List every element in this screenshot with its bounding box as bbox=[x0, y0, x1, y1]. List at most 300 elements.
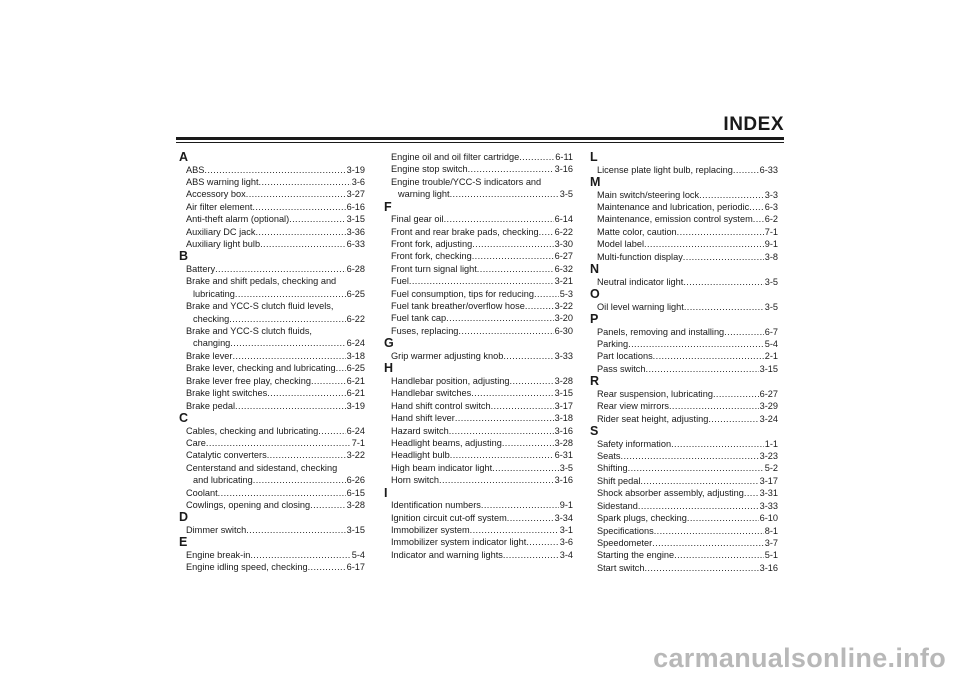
entry-page: 5-1 bbox=[764, 550, 778, 561]
index-entry bbox=[179, 425, 365, 437]
entry-page: 3-17 bbox=[554, 400, 573, 411]
entry-text: Air filter element bbox=[186, 201, 253, 212]
index-column-1 bbox=[179, 151, 365, 574]
dot-leader bbox=[653, 350, 764, 362]
index-section bbox=[590, 425, 778, 574]
entry-page: 5-3 bbox=[559, 288, 573, 299]
entry-page: 3-5 bbox=[764, 301, 778, 312]
index-section bbox=[590, 176, 778, 263]
entry-page: 3-8 bbox=[764, 251, 778, 262]
entry-page: 3-33 bbox=[759, 500, 778, 511]
entry-text-cont: and lubricating bbox=[193, 475, 253, 486]
entry-text: Front fork, checking bbox=[391, 251, 472, 262]
entry-text: Rear view mirrors bbox=[597, 401, 669, 412]
entry-page: 2-1 bbox=[764, 351, 778, 362]
entry-line bbox=[186, 288, 365, 300]
index-entry bbox=[590, 525, 778, 537]
entry-text: Parking bbox=[597, 339, 629, 350]
entry-text: Start switch bbox=[597, 562, 645, 573]
index-section bbox=[179, 511, 365, 536]
entry-page: 6-22 bbox=[346, 313, 365, 324]
entry-line bbox=[597, 350, 778, 362]
entry-text: Model label bbox=[597, 239, 644, 250]
entry-text: Engine break-in bbox=[186, 549, 251, 560]
entry-page: 6-32 bbox=[554, 263, 573, 274]
dot-leader bbox=[526, 536, 558, 548]
entry-text: Handlebar switches bbox=[391, 388, 472, 399]
entry-line bbox=[391, 250, 573, 262]
entry-page: 6-24 bbox=[346, 338, 365, 349]
dot-leader bbox=[409, 275, 554, 287]
dot-leader bbox=[267, 449, 346, 461]
index-entry bbox=[384, 437, 573, 449]
entry-page: 3-23 bbox=[759, 451, 778, 462]
entry-line bbox=[186, 238, 365, 250]
dot-leader bbox=[640, 475, 758, 487]
index-entry bbox=[384, 250, 573, 262]
index-entry bbox=[590, 462, 778, 474]
entry-page: 6-26 bbox=[346, 475, 365, 486]
entry-text: Cowlings, opening and closing bbox=[186, 499, 311, 510]
entry-text: Brake light switches bbox=[186, 388, 268, 399]
index-entry bbox=[179, 213, 365, 225]
section-letter: O bbox=[590, 287, 600, 302]
index-entry bbox=[179, 524, 365, 536]
dot-leader bbox=[472, 250, 554, 262]
index-entry bbox=[384, 163, 573, 175]
entry-line bbox=[597, 326, 778, 338]
section-letter: D bbox=[179, 510, 189, 525]
entry-page: 3-19 bbox=[346, 400, 365, 411]
entry-page: 9-1 bbox=[559, 500, 573, 511]
entry-line bbox=[597, 537, 778, 549]
entry-line bbox=[597, 363, 778, 375]
index-entry bbox=[590, 276, 778, 288]
entry-page: 3-22 bbox=[346, 450, 365, 461]
entry-page: 6-24 bbox=[346, 425, 365, 436]
entry-page: 9-1 bbox=[764, 239, 778, 250]
page-title: INDEX bbox=[723, 114, 784, 135]
index-section bbox=[179, 250, 365, 411]
dot-leader bbox=[749, 201, 764, 213]
section-letter: I bbox=[384, 485, 388, 500]
dot-leader bbox=[318, 425, 345, 437]
dot-leader bbox=[477, 263, 554, 275]
index-section bbox=[384, 337, 573, 362]
entry-text: Front turn signal light bbox=[391, 263, 477, 274]
index-entry bbox=[179, 387, 365, 399]
index-entry bbox=[384, 288, 573, 300]
entry-line bbox=[391, 151, 573, 163]
dot-leader bbox=[491, 400, 554, 412]
index-entry bbox=[384, 226, 573, 238]
dot-leader bbox=[232, 350, 345, 362]
entry-text: Fuel consumption, tips for reducing bbox=[391, 288, 534, 299]
entry-line bbox=[186, 524, 365, 536]
entry-text: Speedometer bbox=[597, 537, 653, 548]
entry-line bbox=[597, 226, 778, 238]
dot-leader bbox=[218, 487, 346, 499]
entry-text: Front and rear brake pads, checking bbox=[391, 226, 539, 237]
entry-text: Front fork, adjusting bbox=[391, 239, 473, 250]
section-letter: L bbox=[590, 150, 598, 164]
index-entry bbox=[179, 238, 365, 250]
dot-leader bbox=[683, 251, 764, 263]
entry-line bbox=[186, 487, 365, 499]
index-entry bbox=[590, 164, 778, 176]
entry-page: 6-33 bbox=[759, 164, 778, 175]
entry-text: Brake lever free play, checking bbox=[186, 375, 311, 386]
entry-page: 3-15 bbox=[554, 388, 573, 399]
index-entry bbox=[590, 487, 778, 499]
entry-line bbox=[186, 350, 365, 362]
entry-line bbox=[186, 213, 365, 225]
index-section bbox=[384, 362, 573, 486]
index-entry bbox=[384, 387, 573, 399]
entry-text: Brake and YCC-S clutch fluids, bbox=[186, 326, 312, 337]
entry-text: ABS bbox=[186, 164, 205, 175]
entry-line bbox=[597, 400, 778, 412]
entry-line bbox=[391, 449, 573, 461]
entry-line bbox=[597, 462, 778, 474]
dot-leader bbox=[255, 226, 345, 238]
entry-page: 6-21 bbox=[346, 375, 365, 386]
entry-line bbox=[391, 400, 573, 412]
entry-page: 6-11 bbox=[555, 152, 573, 162]
entry-line bbox=[391, 412, 573, 424]
section-letter: H bbox=[384, 361, 394, 376]
section-letter: R bbox=[590, 374, 600, 389]
entry-page: 3-16 bbox=[554, 425, 573, 436]
entry-text: Auxiliary light bulb bbox=[186, 239, 261, 250]
index-entry bbox=[590, 475, 778, 487]
index-entry bbox=[179, 400, 365, 412]
entry-line bbox=[186, 313, 365, 325]
dot-leader bbox=[621, 450, 759, 462]
header-rule-thin bbox=[176, 142, 784, 143]
entry-line bbox=[391, 524, 573, 536]
entry-page: 3-29 bbox=[759, 401, 778, 412]
entry-text: Immobilizer system bbox=[391, 524, 470, 535]
dot-leader bbox=[503, 350, 553, 362]
index-entry bbox=[179, 350, 365, 362]
entry-line bbox=[597, 413, 778, 425]
index-entry bbox=[590, 251, 778, 263]
section-letter: S bbox=[590, 424, 599, 439]
entry-line bbox=[597, 238, 778, 250]
entry-page: 3-34 bbox=[554, 512, 573, 523]
dot-leader bbox=[646, 363, 759, 375]
entry-text: Fuel tank breather/overflow hose bbox=[391, 301, 525, 312]
entry-text: Part locations bbox=[597, 351, 653, 362]
entry-page: 6-25 bbox=[346, 363, 365, 374]
index-entry bbox=[384, 549, 573, 561]
dot-leader bbox=[525, 300, 554, 312]
entry-text: Care bbox=[186, 437, 206, 448]
entry-page: 3-3 bbox=[764, 189, 778, 200]
entry-page: 3-21 bbox=[554, 276, 573, 287]
entry-text: Final gear oil bbox=[391, 214, 444, 225]
entry-line bbox=[186, 337, 365, 349]
entry-line bbox=[186, 362, 365, 374]
entry-text: Fuel tank cap bbox=[391, 313, 447, 324]
dot-leader bbox=[677, 226, 764, 238]
entry-line bbox=[391, 163, 573, 175]
entry-line bbox=[597, 500, 778, 512]
index-entry bbox=[179, 201, 365, 213]
entry-text: Identification numbers bbox=[391, 500, 481, 511]
entry-line bbox=[597, 562, 778, 574]
section-letter: A bbox=[179, 150, 189, 164]
entry-text: Fuel bbox=[391, 276, 409, 287]
entry-line bbox=[597, 189, 778, 201]
entry-page: 3-16 bbox=[554, 475, 573, 486]
entry-text: Shifting bbox=[597, 463, 628, 474]
entry-line bbox=[391, 312, 573, 324]
dot-leader bbox=[458, 325, 553, 337]
entry-line bbox=[597, 251, 778, 263]
index-entry bbox=[179, 325, 365, 350]
section-letter: M bbox=[590, 175, 601, 189]
entry-line bbox=[186, 188, 365, 200]
dot-leader bbox=[684, 301, 764, 313]
entry-page: 6-10 bbox=[759, 513, 778, 524]
entry-line bbox=[597, 301, 778, 313]
dot-leader bbox=[534, 288, 559, 300]
index-entry bbox=[590, 226, 778, 238]
entry-page: 3-19 bbox=[346, 164, 365, 175]
entry-page: 6-14 bbox=[554, 214, 573, 225]
dot-leader bbox=[455, 412, 554, 424]
dot-leader bbox=[708, 413, 758, 425]
entry-page: 5-4 bbox=[764, 339, 778, 350]
entry-text: Hand shift lever bbox=[391, 413, 455, 424]
entry-line bbox=[597, 276, 778, 288]
dot-leader bbox=[724, 326, 764, 338]
index-entry bbox=[179, 487, 365, 499]
entry-page: 5-2 bbox=[764, 463, 778, 474]
index-section bbox=[384, 201, 573, 338]
entry-line bbox=[391, 350, 573, 362]
index-section bbox=[384, 151, 573, 201]
index-entry bbox=[590, 549, 778, 561]
entry-text: Headlight beams, adjusting bbox=[391, 437, 502, 448]
index-entry bbox=[179, 549, 365, 561]
index-entry bbox=[384, 474, 573, 486]
entry-text: Accessory box bbox=[186, 189, 246, 200]
entry-line bbox=[391, 213, 573, 225]
entry-text: Engine oil and oil filter cartridge bbox=[391, 152, 520, 162]
entry-text: Main switch/steering lock bbox=[597, 189, 700, 200]
entry-page: 3-24 bbox=[759, 413, 778, 424]
entry-text: Seats bbox=[597, 451, 621, 462]
index-entry bbox=[384, 512, 573, 524]
dot-leader bbox=[204, 164, 345, 176]
entry-line bbox=[391, 549, 573, 561]
header-rule-thick bbox=[176, 137, 784, 140]
entry-text: Horn switch bbox=[391, 475, 439, 486]
entry-page: 6-31 bbox=[554, 450, 573, 461]
entry-text: Catalytic converters bbox=[186, 450, 267, 461]
index-entry bbox=[179, 188, 365, 200]
entry-page: 3-36 bbox=[346, 226, 365, 237]
entry-page: 6-27 bbox=[759, 388, 778, 399]
section-letter: C bbox=[179, 410, 189, 425]
entry-text: Fuses, replacing bbox=[391, 325, 459, 336]
index-entry bbox=[179, 449, 365, 461]
entry-text: Rear suspension, lubricating bbox=[597, 388, 713, 399]
entry-page: 6-3 bbox=[764, 202, 778, 212]
index-entry bbox=[384, 375, 573, 387]
dot-leader bbox=[468, 163, 554, 175]
index-entry bbox=[384, 350, 573, 362]
index-entry bbox=[384, 462, 573, 474]
entry-line bbox=[391, 275, 573, 287]
index-section bbox=[590, 288, 778, 313]
dot-leader bbox=[671, 438, 764, 450]
index-entry bbox=[384, 275, 573, 287]
entry-page: 6-15 bbox=[346, 487, 365, 498]
index-entry bbox=[179, 263, 365, 275]
entry-text: Shift pedal bbox=[597, 475, 641, 486]
entry-page: 3-5 bbox=[764, 276, 778, 287]
dot-leader bbox=[289, 213, 345, 225]
dot-leader bbox=[503, 549, 559, 561]
entry-line bbox=[391, 300, 573, 312]
index-entry bbox=[179, 226, 365, 238]
dot-leader bbox=[250, 549, 350, 561]
dot-leader bbox=[450, 449, 554, 461]
entry-page: 3-16 bbox=[554, 164, 573, 175]
dot-leader bbox=[235, 288, 346, 300]
index-column-3 bbox=[590, 151, 778, 574]
index-entry bbox=[590, 326, 778, 338]
entry-text: Centerstand and sidestand, checking bbox=[186, 462, 338, 473]
entry-text: Neutral indicator light bbox=[597, 276, 684, 287]
dot-leader bbox=[510, 375, 554, 387]
index-entry bbox=[384, 213, 573, 225]
entry-line bbox=[597, 338, 778, 350]
section-letter: F bbox=[384, 199, 392, 214]
entry-line bbox=[391, 462, 573, 474]
entry-text: Coolant bbox=[186, 487, 218, 498]
entry-page: 3-1 bbox=[559, 524, 573, 535]
entry-line bbox=[391, 437, 573, 449]
index-entry bbox=[179, 437, 365, 449]
entry-text: Handlebar position, adjusting bbox=[391, 375, 510, 386]
entry-page: 6-17 bbox=[346, 562, 365, 573]
entry-page: 3-15 bbox=[759, 363, 778, 374]
entry-line bbox=[597, 164, 778, 176]
dot-leader bbox=[310, 499, 345, 511]
entry-line bbox=[391, 288, 573, 300]
dot-leader bbox=[449, 425, 554, 437]
entry-line bbox=[186, 561, 365, 573]
entry-page: 3-4 bbox=[559, 549, 573, 560]
entry-text: Pass switch bbox=[597, 363, 646, 374]
entry-line bbox=[597, 525, 778, 537]
index-entry bbox=[590, 500, 778, 512]
dot-leader bbox=[253, 474, 346, 486]
dot-leader bbox=[471, 387, 553, 399]
index-section bbox=[179, 412, 365, 511]
entry-text: High beam indicator light bbox=[391, 462, 493, 473]
entry-line bbox=[391, 188, 573, 200]
entry-text: Matte color, caution bbox=[597, 226, 677, 237]
dot-leader bbox=[446, 312, 553, 324]
entry-text: ABS warning light bbox=[186, 177, 259, 187]
dot-leader bbox=[713, 388, 759, 400]
entry-text: Grip warmer adjusting knob bbox=[391, 350, 504, 361]
entry-text: Brake pedal bbox=[186, 400, 236, 411]
dot-leader bbox=[674, 549, 764, 561]
entry-line bbox=[597, 388, 778, 400]
entry-page: 3-6 bbox=[351, 177, 365, 187]
section-letter: E bbox=[179, 535, 188, 550]
index-entry bbox=[384, 412, 573, 424]
entry-page: 6-21 bbox=[346, 388, 365, 399]
dot-leader bbox=[687, 512, 759, 524]
entry-text: Panels, removing and installing bbox=[597, 326, 725, 337]
index-entry bbox=[590, 201, 778, 213]
dot-leader bbox=[507, 512, 554, 524]
entry-page: 3-18 bbox=[554, 413, 573, 424]
entry-line bbox=[597, 438, 778, 450]
dot-leader bbox=[699, 189, 764, 201]
entry-text: License plate light bulb, replacing bbox=[597, 164, 733, 175]
index-column-2 bbox=[384, 151, 573, 561]
entry-page: 3-6 bbox=[559, 537, 573, 548]
entry-line bbox=[391, 499, 573, 511]
index-entry bbox=[384, 312, 573, 324]
entry-text: Battery bbox=[186, 264, 216, 275]
section-letter: N bbox=[590, 262, 600, 277]
entry-page: 3-5 bbox=[559, 462, 573, 473]
index-entry bbox=[590, 400, 778, 412]
index-entry bbox=[590, 301, 778, 313]
index-section bbox=[590, 263, 778, 288]
entry-text-cont: checking bbox=[193, 313, 230, 324]
index-entry bbox=[179, 275, 365, 300]
entry-text: Brake lever bbox=[186, 350, 233, 361]
dot-leader bbox=[215, 263, 346, 275]
entry-text: Maintenance and lubrication, periodic bbox=[597, 202, 750, 212]
dot-leader bbox=[744, 487, 759, 499]
dot-leader bbox=[260, 238, 346, 250]
index-entry bbox=[590, 238, 778, 250]
dot-leader bbox=[206, 437, 351, 449]
entry-text: Dimmer switch bbox=[186, 524, 247, 535]
entry-page: 1-1 bbox=[764, 438, 778, 449]
entry-text-cont: lubricating bbox=[193, 288, 235, 299]
entry-page: 3-7 bbox=[764, 537, 778, 548]
dot-leader bbox=[311, 375, 346, 387]
dot-leader bbox=[267, 387, 345, 399]
entry-text: Specifications bbox=[597, 525, 654, 536]
dot-leader bbox=[669, 400, 759, 412]
dot-leader bbox=[628, 338, 764, 350]
entry-page: 3-22 bbox=[554, 301, 573, 312]
dot-leader bbox=[444, 213, 554, 225]
index-entry bbox=[179, 499, 365, 511]
entry-page: 6-33 bbox=[346, 239, 365, 250]
entry-page: 3-28 bbox=[346, 499, 365, 510]
dot-leader bbox=[259, 176, 351, 188]
entry-text: Brake and shift pedals, checking and bbox=[186, 276, 337, 287]
entry-text: Safety information bbox=[597, 438, 672, 449]
entry-line bbox=[597, 450, 778, 462]
index-entry bbox=[590, 388, 778, 400]
